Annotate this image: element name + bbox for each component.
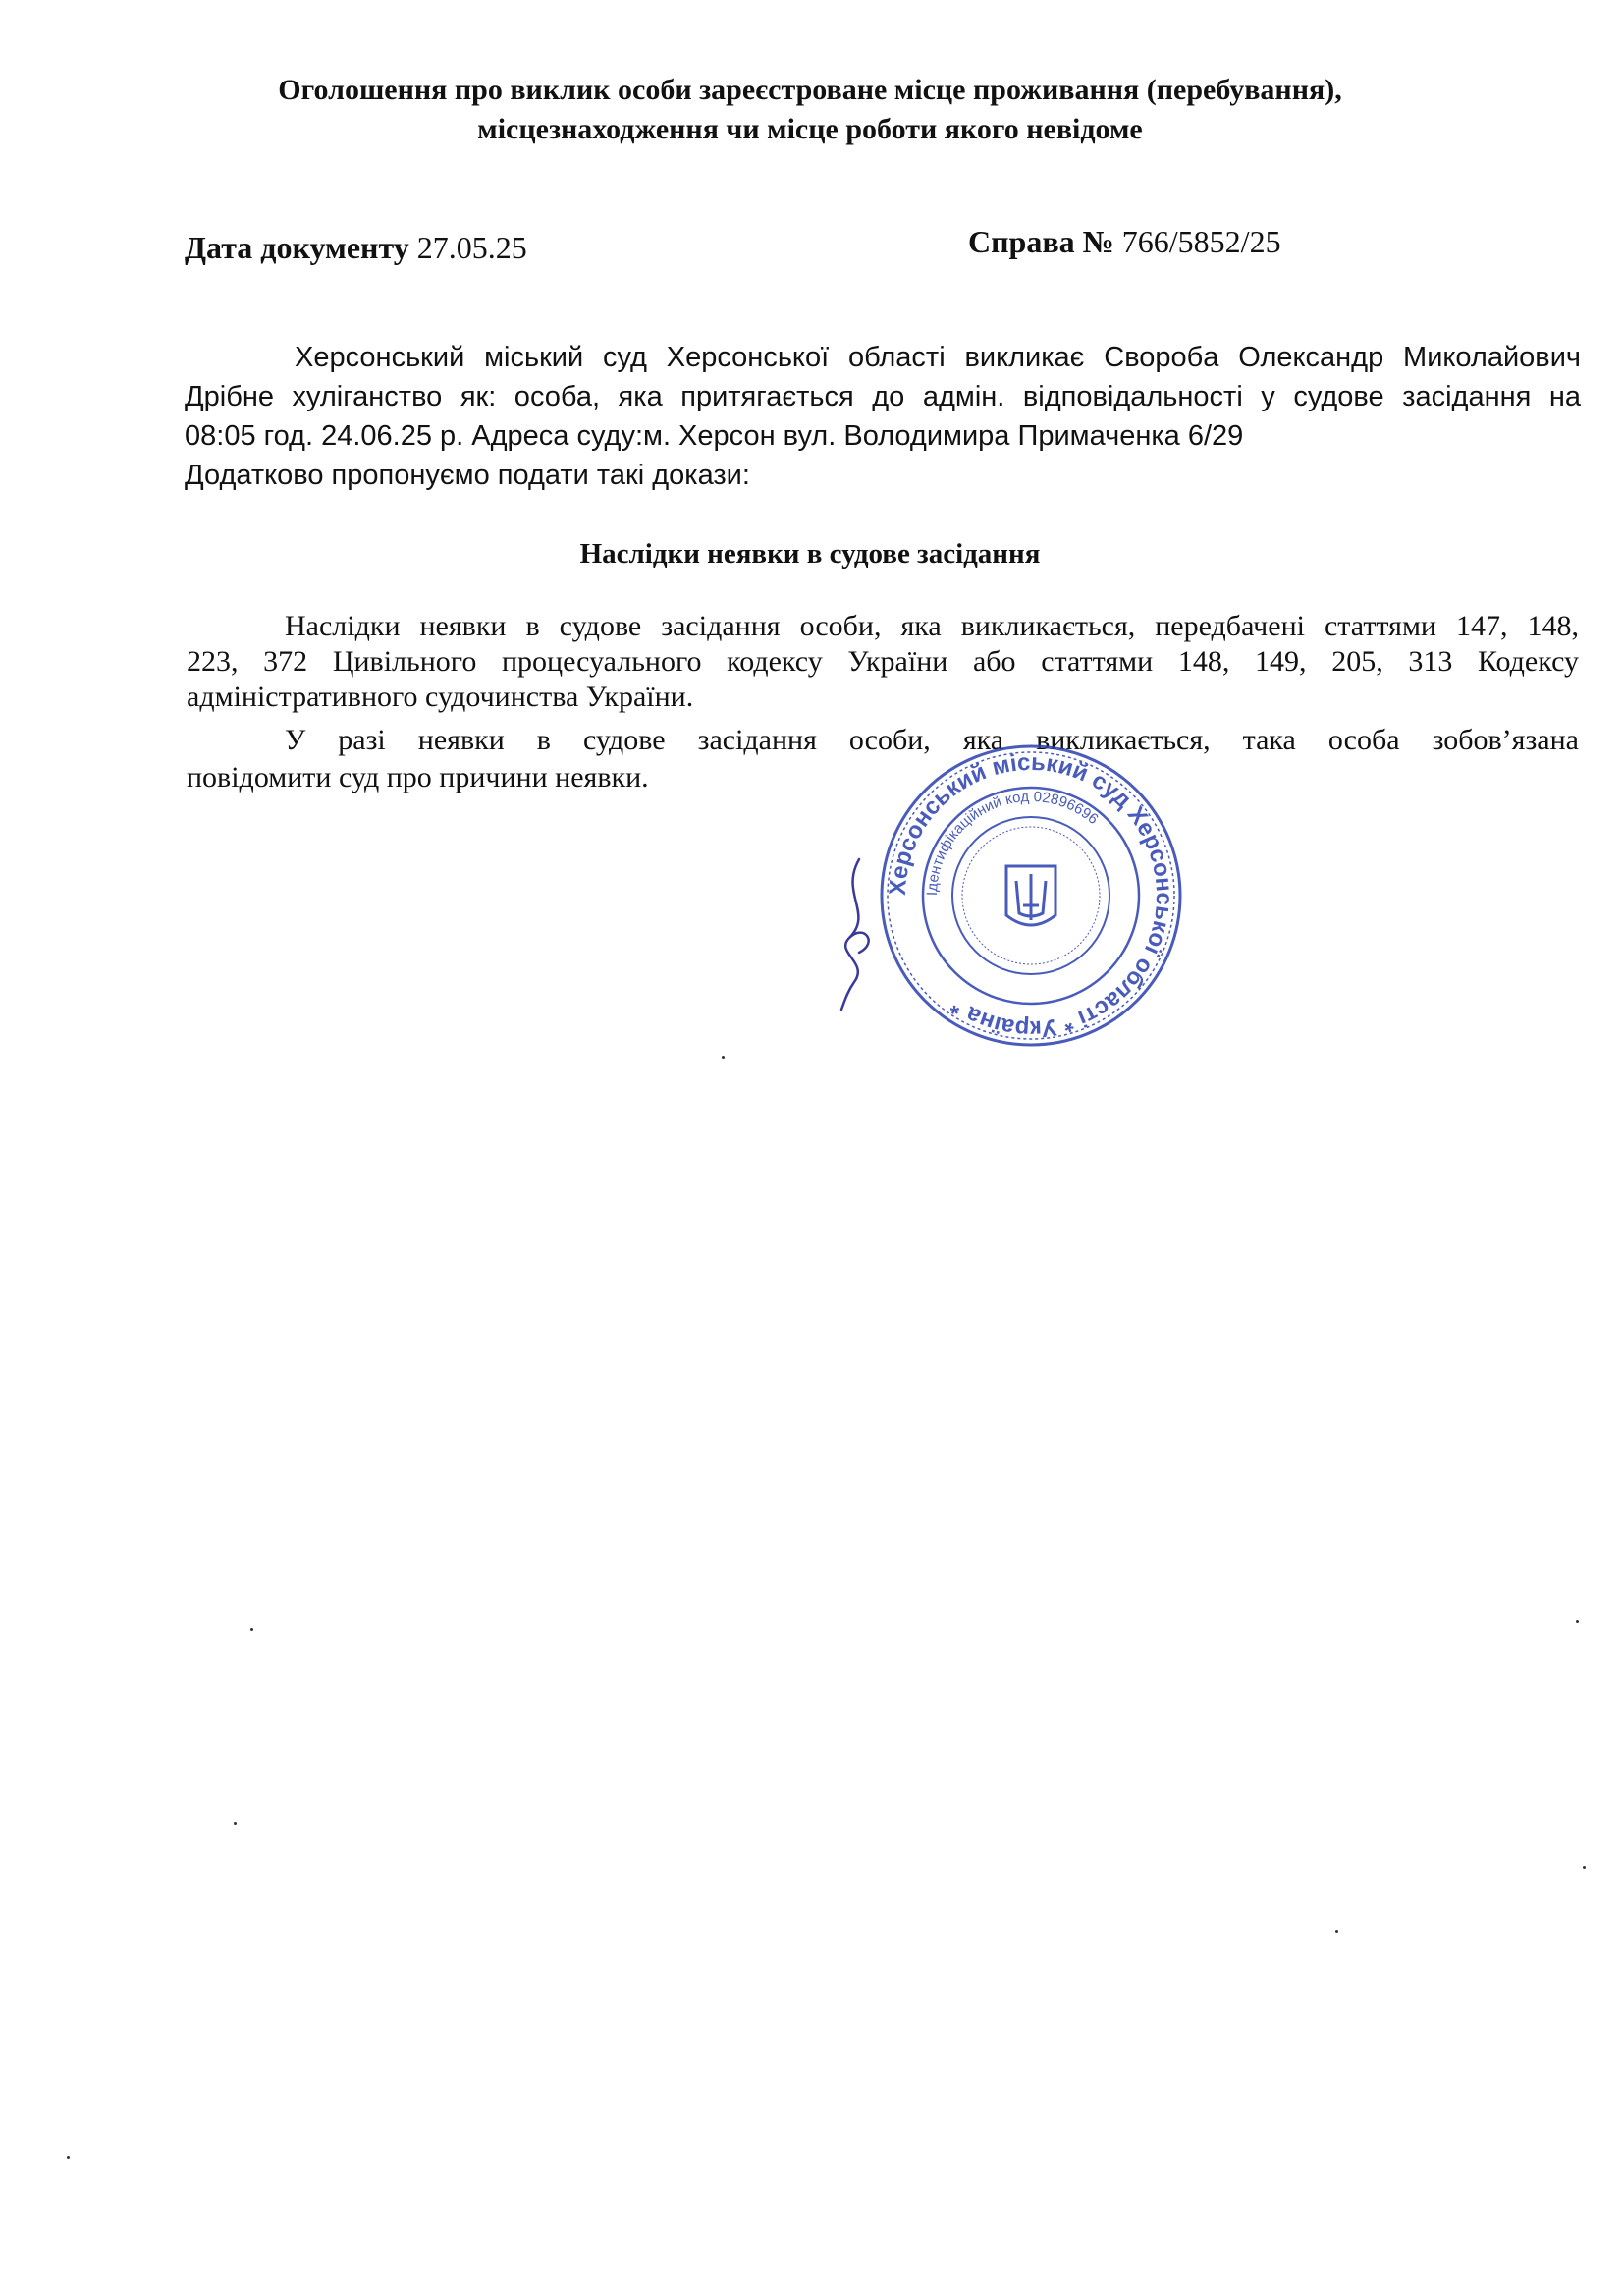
case-label: Справа № bbox=[968, 224, 1114, 259]
document-date bbox=[185, 228, 527, 267]
date-value: 27.05.25 bbox=[416, 230, 527, 265]
section-title: Наслідки неявки в судове засідання bbox=[579, 538, 1041, 570]
scan-speck bbox=[1335, 1930, 1338, 1933]
scan-speck bbox=[1576, 1620, 1579, 1623]
title-line-1: Оголошення про виклик особи зареєстроване місце проживання (перебування), bbox=[278, 74, 1342, 106]
scan-speck bbox=[1583, 1866, 1586, 1869]
scan-speck bbox=[722, 1056, 725, 1059]
consequences-p2-line-1: У разі неявки в судове засідання особи, яка викликається, така особа зобов’язана bbox=[285, 724, 1579, 756]
case-number bbox=[968, 222, 1281, 261]
scan-speck bbox=[250, 1628, 253, 1631]
trident-emblem-icon bbox=[1006, 866, 1055, 925]
stamp-inner-text: Ідентифікаційний код 02896696 bbox=[923, 788, 1102, 897]
court-seal-stamp bbox=[874, 738, 1188, 1053]
case-value: 766/5852/25 bbox=[1121, 224, 1281, 259]
consequences-p2-line-2: повідомити суд про причини неявки. bbox=[187, 761, 649, 793]
scan-speck bbox=[234, 1822, 237, 1825]
consequences-p1-line-2: 223, 372 Цивільного процесуального кодексу України або статтями 148, 149, 205, 313 Кодексу bbox=[187, 645, 1579, 678]
title-line-2: місцезнаходження чи місце роботи якого невідоме bbox=[477, 113, 1143, 145]
summons-line-4: Додатково пропонуємо подати такі докази: bbox=[185, 460, 750, 491]
document-title bbox=[147, 71, 1473, 149]
summons-line-2: Дрібне хуліганство як: особа, яка притягається до адмін. відповідальності у судове засідання на bbox=[185, 381, 1581, 412]
stamp-outer-text: Херсонський міський суд Херсонської області * Україна * bbox=[884, 748, 1178, 1043]
consequences-p1-line-1: Наслідки неявки в судове засідання особи, яка викликається, передбачені статтями 147, 148, bbox=[285, 610, 1579, 642]
summons-line-3: 08:05 год. 24.06.25 р. Адреса суду:м. Херсон вул. Володимира Примаченка 6/29 bbox=[185, 420, 1244, 452]
scan-speck bbox=[67, 2156, 70, 2159]
consequences-p1-line-3: адміністративного судочинства України. bbox=[187, 681, 694, 713]
date-label: Дата документу bbox=[185, 230, 409, 265]
summons-line-1: Херсонський міський суд Херсонської області викликає Своробa Олександр Миколайович bbox=[295, 342, 1581, 373]
